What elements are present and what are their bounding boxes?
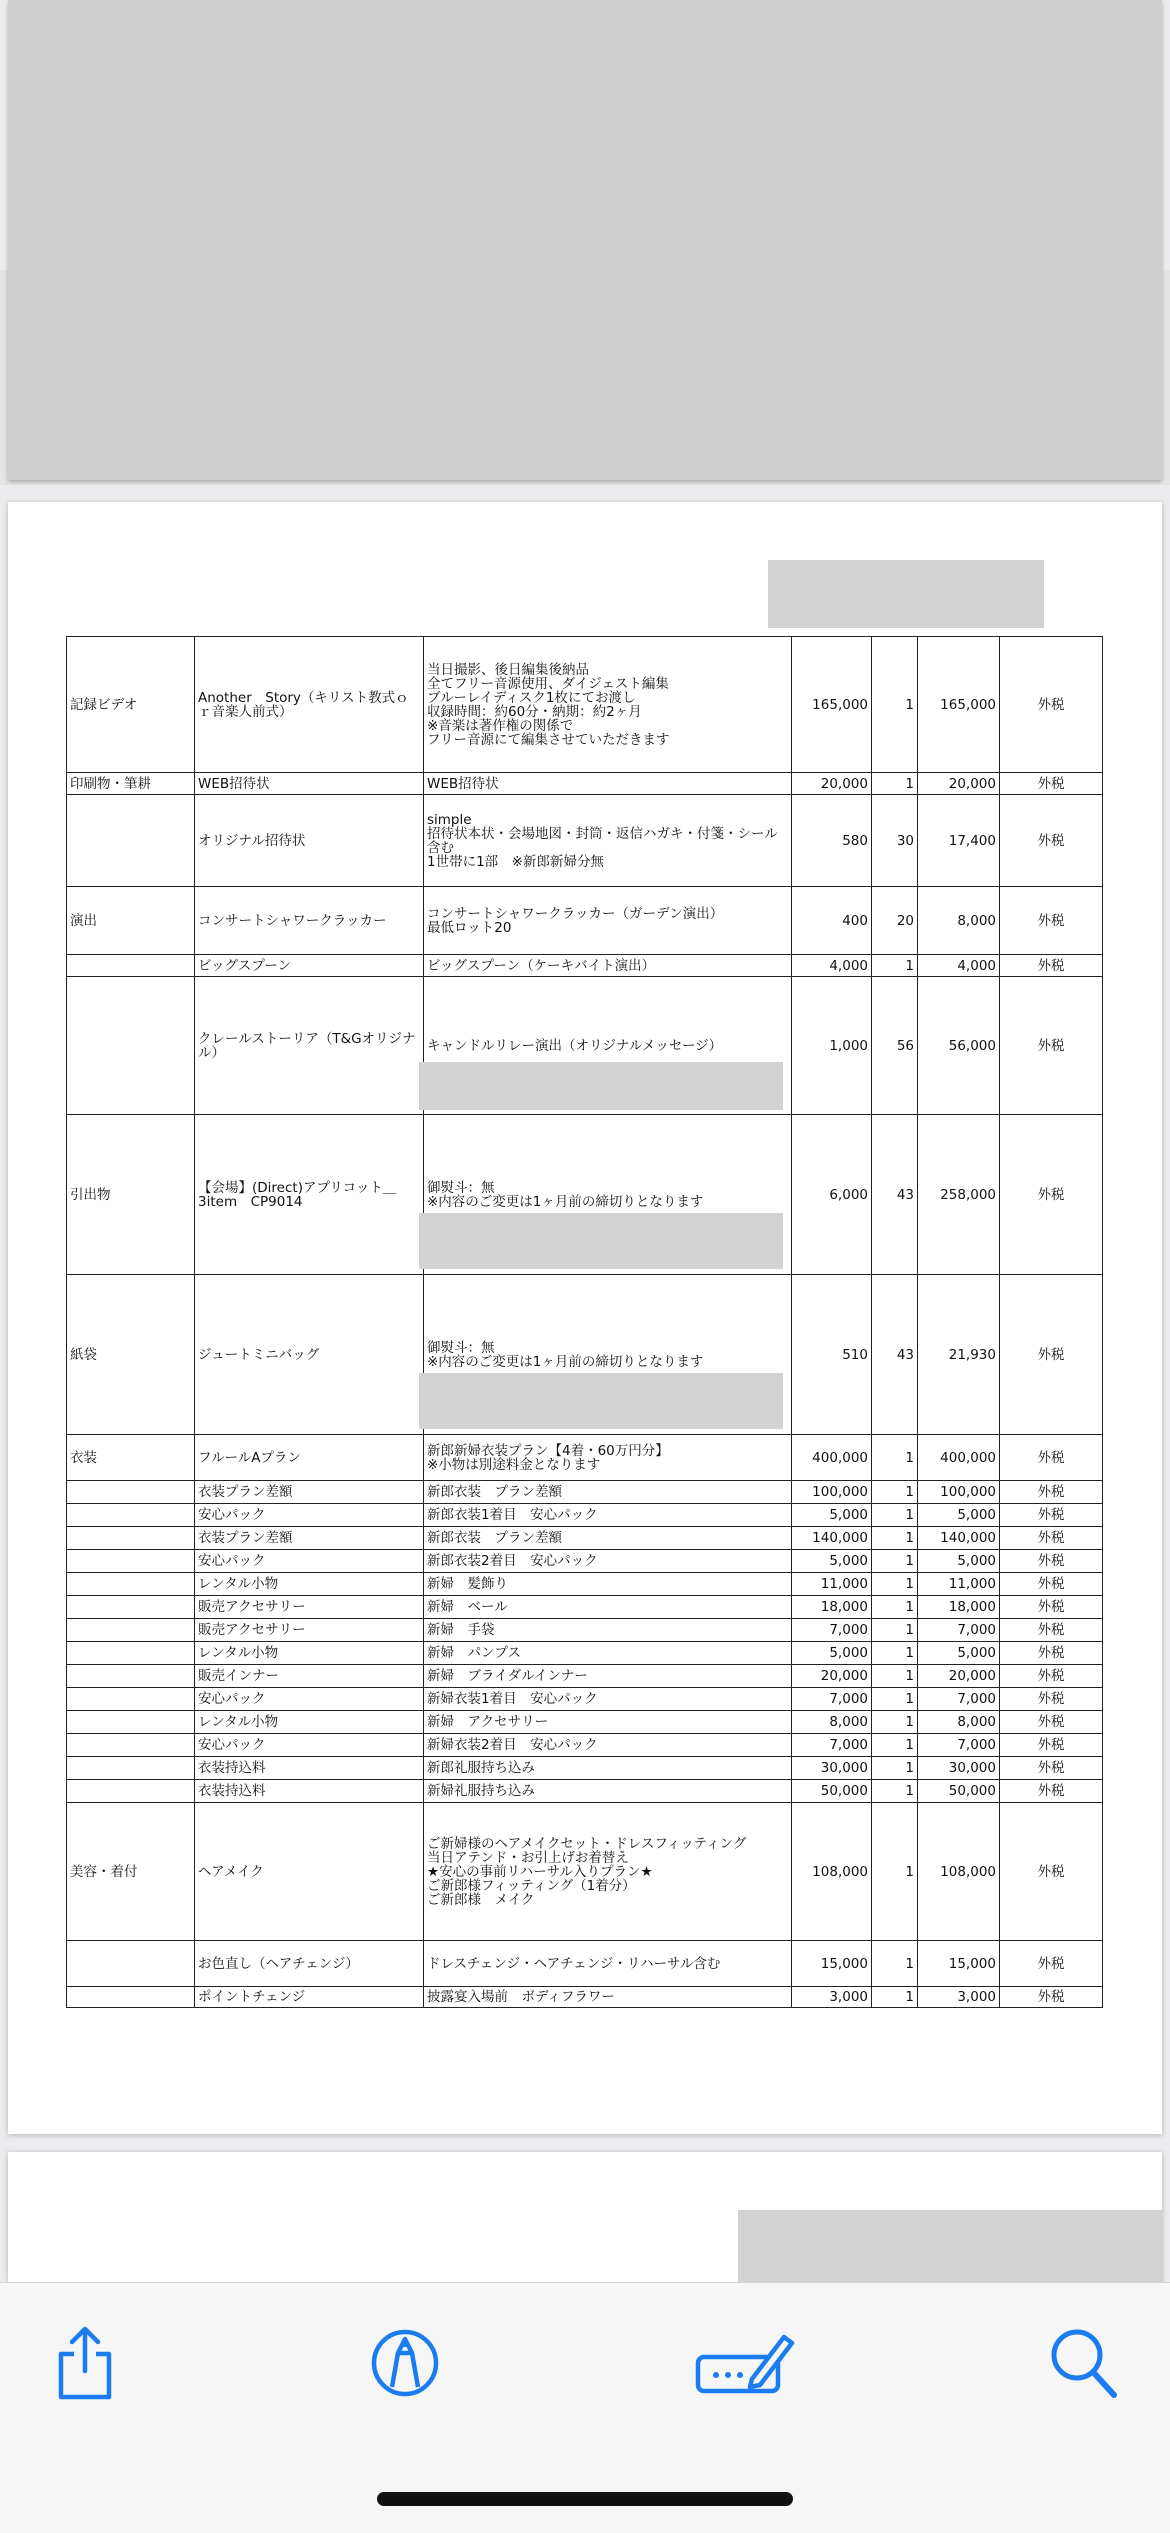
row-description: ドレスチェンジ・ヘアチェンジ・リハーサル含む xyxy=(424,1941,792,1987)
row-amount: 400,000 xyxy=(918,1435,1000,1481)
row-category xyxy=(67,1596,195,1619)
row-tax: 外税 xyxy=(1000,1596,1103,1619)
row-amount: 30,000 xyxy=(918,1757,1000,1780)
table-row xyxy=(67,1550,1103,1573)
row-description: 新郎衣装 プラン差額 xyxy=(424,1527,792,1550)
row-tax: 外税 xyxy=(1000,955,1103,977)
row-tax: 外税 xyxy=(1000,1481,1103,1504)
row-amount: 11,000 xyxy=(918,1573,1000,1596)
row-amount: 21,930 xyxy=(918,1275,1000,1435)
row-description: 当日撮影、後日編集後納品 全てフリー音源使用、ダイジェスト編集 ブルーレイディスク1枚にてお渡し 収録時間：約60分・納期：約2ヶ月 ※音楽は著作権の関係で フリー音源にて編集させていただきます xyxy=(424,637,792,773)
home-indicator xyxy=(377,2492,793,2506)
row-category xyxy=(67,955,195,977)
row-item: 販売アクセサリー xyxy=(195,1619,424,1642)
row-quantity: 1 xyxy=(872,1596,918,1619)
row-amount: 56,000 xyxy=(918,977,1000,1115)
row-category: 引出物 xyxy=(67,1115,195,1275)
row-tax: 外税 xyxy=(1000,1435,1103,1481)
row-category: 印刷物・筆耕 xyxy=(67,773,195,795)
row-quantity: 1 xyxy=(872,1665,918,1688)
row-description: 御熨斗：無 ※内容のご変更は1ヶ月前の締切りとなります xyxy=(424,1275,792,1435)
row-description: 新郎新婦衣装プラン【4着・60万円分】 ※小物は別途料金となります xyxy=(424,1435,792,1481)
row-category xyxy=(67,977,195,1115)
search-icon xyxy=(1043,2323,1123,2403)
row-amount: 5,000 xyxy=(918,1642,1000,1665)
row-amount: 5,000 xyxy=(918,1550,1000,1573)
markup-button[interactable] xyxy=(365,2323,445,2403)
row-unit-price: 20,000 xyxy=(792,773,872,795)
row-quantity: 43 xyxy=(872,1115,918,1275)
row-quantity: 1 xyxy=(872,1481,918,1504)
row-quantity: 20 xyxy=(872,887,918,955)
row-tax: 外税 xyxy=(1000,1573,1103,1596)
row-category xyxy=(67,1665,195,1688)
row-unit-price: 5,000 xyxy=(792,1550,872,1573)
row-description: 新婦 パンプス xyxy=(424,1642,792,1665)
redacted-block xyxy=(419,1213,783,1269)
row-tax: 外税 xyxy=(1000,1987,1103,2008)
row-tax: 外税 xyxy=(1000,1941,1103,1987)
table-row xyxy=(67,795,1103,887)
row-unit-price: 6,000 xyxy=(792,1115,872,1275)
row-category xyxy=(67,1573,195,1596)
row-unit-price: 108,000 xyxy=(792,1803,872,1941)
share-icon xyxy=(45,2323,125,2403)
row-tax: 外税 xyxy=(1000,887,1103,955)
estimate-table xyxy=(66,636,1103,2008)
row-quantity: 1 xyxy=(872,1780,918,1803)
row-category xyxy=(67,1757,195,1780)
markup-pen-icon xyxy=(365,2323,445,2403)
row-description: ご新婦様のヘアメイクセット・ドレスフィッティング 当日アテンド・お引上げお着替え ★安心の事前リハーサル入りプラン★ ご新郎様フィッティング（1着分） ご新郎様 メイク xyxy=(424,1803,792,1941)
row-item: コンサートシャワークラッカー xyxy=(195,887,424,955)
row-category: 演出 xyxy=(67,887,195,955)
row-amount: 20,000 xyxy=(918,1665,1000,1688)
row-amount: 258,000 xyxy=(918,1115,1000,1275)
row-category xyxy=(67,1711,195,1734)
row-category: 衣装 xyxy=(67,1435,195,1481)
row-amount: 108,000 xyxy=(918,1803,1000,1941)
row-quantity: 1 xyxy=(872,637,918,773)
row-item: 安心パック xyxy=(195,1504,424,1527)
row-description: 新婦礼服持ち込み xyxy=(424,1780,792,1803)
row-description: WEB招待状 xyxy=(424,773,792,795)
row-quantity: 56 xyxy=(872,977,918,1115)
signature-icon xyxy=(690,2323,800,2403)
row-description: 新郎衣装 プラン差額 xyxy=(424,1481,792,1504)
table-row xyxy=(67,955,1103,977)
row-tax: 外税 xyxy=(1000,637,1103,773)
row-item: オリジナル招待状 xyxy=(195,795,424,887)
row-description: 新郎衣装1着目 安心パック xyxy=(424,1504,792,1527)
table-row xyxy=(67,887,1103,955)
row-amount: 4,000 xyxy=(918,955,1000,977)
row-description: 新婦 髪飾り xyxy=(424,1573,792,1596)
row-quantity: 1 xyxy=(872,1550,918,1573)
row-category xyxy=(67,1550,195,1573)
row-item: 衣装プラン差額 xyxy=(195,1527,424,1550)
row-description: コンサートシャワークラッカー（ガーデン演出） 最低ロット20 xyxy=(424,887,792,955)
row-description: ビッグスプーン（ケーキバイト演出） xyxy=(424,955,792,977)
row-unit-price: 510 xyxy=(792,1275,872,1435)
row-description: キャンドルリレー演出（オリジナルメッセージ） xyxy=(424,977,792,1115)
row-description: 御熨斗：無 ※内容のご変更は1ヶ月前の締切りとなります xyxy=(424,1115,792,1275)
row-description: 新婦 アクセサリー xyxy=(424,1711,792,1734)
table-row xyxy=(67,1803,1103,1941)
row-unit-price: 100,000 xyxy=(792,1481,872,1504)
row-tax: 外税 xyxy=(1000,1665,1103,1688)
row-item: 販売インナー xyxy=(195,1665,424,1688)
row-item: 衣装持込料 xyxy=(195,1780,424,1803)
row-unit-price: 20,000 xyxy=(792,1665,872,1688)
table-row xyxy=(67,1573,1103,1596)
row-unit-price: 5,000 xyxy=(792,1504,872,1527)
row-tax: 外税 xyxy=(1000,1115,1103,1275)
row-quantity: 1 xyxy=(872,1504,918,1527)
row-tax: 外税 xyxy=(1000,1780,1103,1803)
redacted-next-block xyxy=(738,2210,1162,2282)
row-description: 新婦 ブライダルインナー xyxy=(424,1665,792,1688)
row-category: 美容・着付 xyxy=(67,1803,195,1941)
row-unit-price: 50,000 xyxy=(792,1780,872,1803)
row-item: フルールAプラン xyxy=(195,1435,424,1481)
row-amount: 5,000 xyxy=(918,1504,1000,1527)
redacted-header-block xyxy=(768,560,1044,628)
previous-page-redacted[interactable] xyxy=(8,0,1162,480)
row-quantity: 1 xyxy=(872,1757,918,1780)
row-tax: 外税 xyxy=(1000,1688,1103,1711)
table-row xyxy=(67,1642,1103,1665)
table-row xyxy=(67,1987,1103,2008)
row-unit-price: 7,000 xyxy=(792,1688,872,1711)
row-category: 記録ビデオ xyxy=(67,637,195,773)
row-category xyxy=(67,795,195,887)
row-tax: 外税 xyxy=(1000,795,1103,887)
row-description: 披露宴入場前 ボディフラワー xyxy=(424,1987,792,2008)
row-description: 新婦衣装2着目 安心パック xyxy=(424,1734,792,1757)
row-item: クレールストーリア（T&Gオリジナル） xyxy=(195,977,424,1115)
row-tax: 外税 xyxy=(1000,1619,1103,1642)
row-amount: 8,000 xyxy=(918,1711,1000,1734)
table-row xyxy=(67,1665,1103,1688)
row-description: simple 招待状本状・会場地図・封筒・返信ハガキ・付箋・シール含む 1世帯に1部 ※新郎新婦分無 xyxy=(424,795,792,887)
redacted-block xyxy=(419,1062,783,1110)
row-quantity: 1 xyxy=(872,1734,918,1757)
row-category: 紙袋 xyxy=(67,1275,195,1435)
row-category xyxy=(67,1481,195,1504)
row-item: Another Story（キリスト教式ｏｒ音楽人前式） xyxy=(195,637,424,773)
table-row xyxy=(67,637,1103,773)
row-quantity: 1 xyxy=(872,1435,918,1481)
row-category xyxy=(67,1642,195,1665)
table-row xyxy=(67,1688,1103,1711)
row-tax: 外税 xyxy=(1000,1275,1103,1435)
row-amount: 17,400 xyxy=(918,795,1000,887)
row-unit-price: 8,000 xyxy=(792,1711,872,1734)
row-unit-price: 15,000 xyxy=(792,1941,872,1987)
table-row xyxy=(67,1941,1103,1987)
table-row xyxy=(67,1481,1103,1504)
row-description: 新郎衣装2着目 安心パック xyxy=(424,1550,792,1573)
table-row xyxy=(67,1734,1103,1757)
row-category xyxy=(67,1987,195,2008)
row-tax: 外税 xyxy=(1000,1734,1103,1757)
row-quantity: 1 xyxy=(872,1711,918,1734)
row-description: 新郎礼服持ち込み xyxy=(424,1757,792,1780)
row-unit-price: 165,000 xyxy=(792,637,872,773)
row-item: 衣装プラン差額 xyxy=(195,1481,424,1504)
row-item: 【会場】(Direct)アプリコット＿3item CP9014 xyxy=(195,1115,424,1275)
row-item: レンタル小物 xyxy=(195,1573,424,1596)
table-row xyxy=(67,773,1103,795)
row-amount: 7,000 xyxy=(918,1619,1000,1642)
row-amount: 20,000 xyxy=(918,773,1000,795)
row-description: 新婦 ベール xyxy=(424,1596,792,1619)
row-category xyxy=(67,1688,195,1711)
row-item: ヘアメイク xyxy=(195,1803,424,1941)
row-unit-price: 11,000 xyxy=(792,1573,872,1596)
row-category xyxy=(67,1734,195,1757)
row-unit-price: 400 xyxy=(792,887,872,955)
row-unit-price: 3,000 xyxy=(792,1987,872,2008)
row-tax: 外税 xyxy=(1000,1803,1103,1941)
row-category xyxy=(67,1619,195,1642)
table-row xyxy=(67,1527,1103,1550)
row-unit-price: 140,000 xyxy=(792,1527,872,1550)
row-tax: 外税 xyxy=(1000,1550,1103,1573)
row-item: 安心パック xyxy=(195,1688,424,1711)
row-item: WEB招待状 xyxy=(195,773,424,795)
row-unit-price: 7,000 xyxy=(792,1619,872,1642)
row-unit-price: 1,000 xyxy=(792,977,872,1115)
row-item: レンタル小物 xyxy=(195,1711,424,1734)
table-row xyxy=(67,1780,1103,1803)
row-amount: 165,000 xyxy=(918,637,1000,773)
row-unit-price: 7,000 xyxy=(792,1734,872,1757)
row-amount: 100,000 xyxy=(918,1481,1000,1504)
row-category xyxy=(67,1780,195,1803)
table-row xyxy=(67,1596,1103,1619)
row-quantity: 1 xyxy=(872,1803,918,1941)
row-quantity: 1 xyxy=(872,1941,918,1987)
row-quantity: 1 xyxy=(872,773,918,795)
row-item: 安心パック xyxy=(195,1550,424,1573)
row-item: 販売アクセサリー xyxy=(195,1596,424,1619)
row-quantity: 1 xyxy=(872,1527,918,1550)
row-description: 新婦 手袋 xyxy=(424,1619,792,1642)
row-tax: 外税 xyxy=(1000,1757,1103,1780)
row-quantity: 1 xyxy=(872,1688,918,1711)
row-quantity: 1 xyxy=(872,955,918,977)
row-amount: 7,000 xyxy=(918,1688,1000,1711)
row-item: お色直し（ヘアチェンジ） xyxy=(195,1941,424,1987)
row-tax: 外税 xyxy=(1000,1642,1103,1665)
table-row xyxy=(67,1504,1103,1527)
row-item: ポイントチェンジ xyxy=(195,1987,424,2008)
row-quantity: 30 xyxy=(872,795,918,887)
row-unit-price: 400,000 xyxy=(792,1435,872,1481)
row-quantity: 1 xyxy=(872,1987,918,2008)
table-row xyxy=(67,1435,1103,1481)
redacted-block xyxy=(419,1373,783,1429)
row-category xyxy=(67,1504,195,1527)
row-unit-price: 4,000 xyxy=(792,955,872,977)
row-item: 衣装持込料 xyxy=(195,1757,424,1780)
row-amount: 3,000 xyxy=(918,1987,1000,2008)
search-button[interactable] xyxy=(1043,2323,1123,2403)
row-unit-price: 580 xyxy=(792,795,872,887)
signature-button[interactable] xyxy=(690,2323,800,2403)
row-description: 新婦衣装1着目 安心パック xyxy=(424,1688,792,1711)
row-tax: 外税 xyxy=(1000,1711,1103,1734)
row-item: ジュートミニバッグ xyxy=(195,1275,424,1435)
estimate-body xyxy=(67,637,1103,2008)
row-unit-price: 5,000 xyxy=(792,1642,872,1665)
row-amount: 15,000 xyxy=(918,1941,1000,1987)
row-amount: 7,000 xyxy=(918,1734,1000,1757)
row-amount: 140,000 xyxy=(918,1527,1000,1550)
share-button[interactable] xyxy=(45,2323,125,2403)
row-amount: 50,000 xyxy=(918,1780,1000,1803)
row-quantity: 43 xyxy=(872,1275,918,1435)
row-unit-price: 30,000 xyxy=(792,1757,872,1780)
row-quantity: 1 xyxy=(872,1619,918,1642)
row-amount: 8,000 xyxy=(918,887,1000,955)
row-tax: 外税 xyxy=(1000,977,1103,1115)
row-category xyxy=(67,1527,195,1550)
pdf-page[interactable] xyxy=(8,502,1162,2134)
row-category xyxy=(67,1941,195,1987)
next-page[interactable] xyxy=(8,2152,1162,2282)
table-row xyxy=(67,1619,1103,1642)
row-quantity: 1 xyxy=(872,1642,918,1665)
row-tax: 外税 xyxy=(1000,1504,1103,1527)
row-item: レンタル小物 xyxy=(195,1642,424,1665)
table-row xyxy=(67,1711,1103,1734)
table-row xyxy=(67,1757,1103,1780)
row-unit-price: 18,000 xyxy=(792,1596,872,1619)
row-amount: 18,000 xyxy=(918,1596,1000,1619)
row-item: ビッグスプーン xyxy=(195,955,424,977)
row-tax: 外税 xyxy=(1000,773,1103,795)
row-item: 安心パック xyxy=(195,1734,424,1757)
row-tax: 外税 xyxy=(1000,1527,1103,1550)
row-quantity: 1 xyxy=(872,1573,918,1596)
